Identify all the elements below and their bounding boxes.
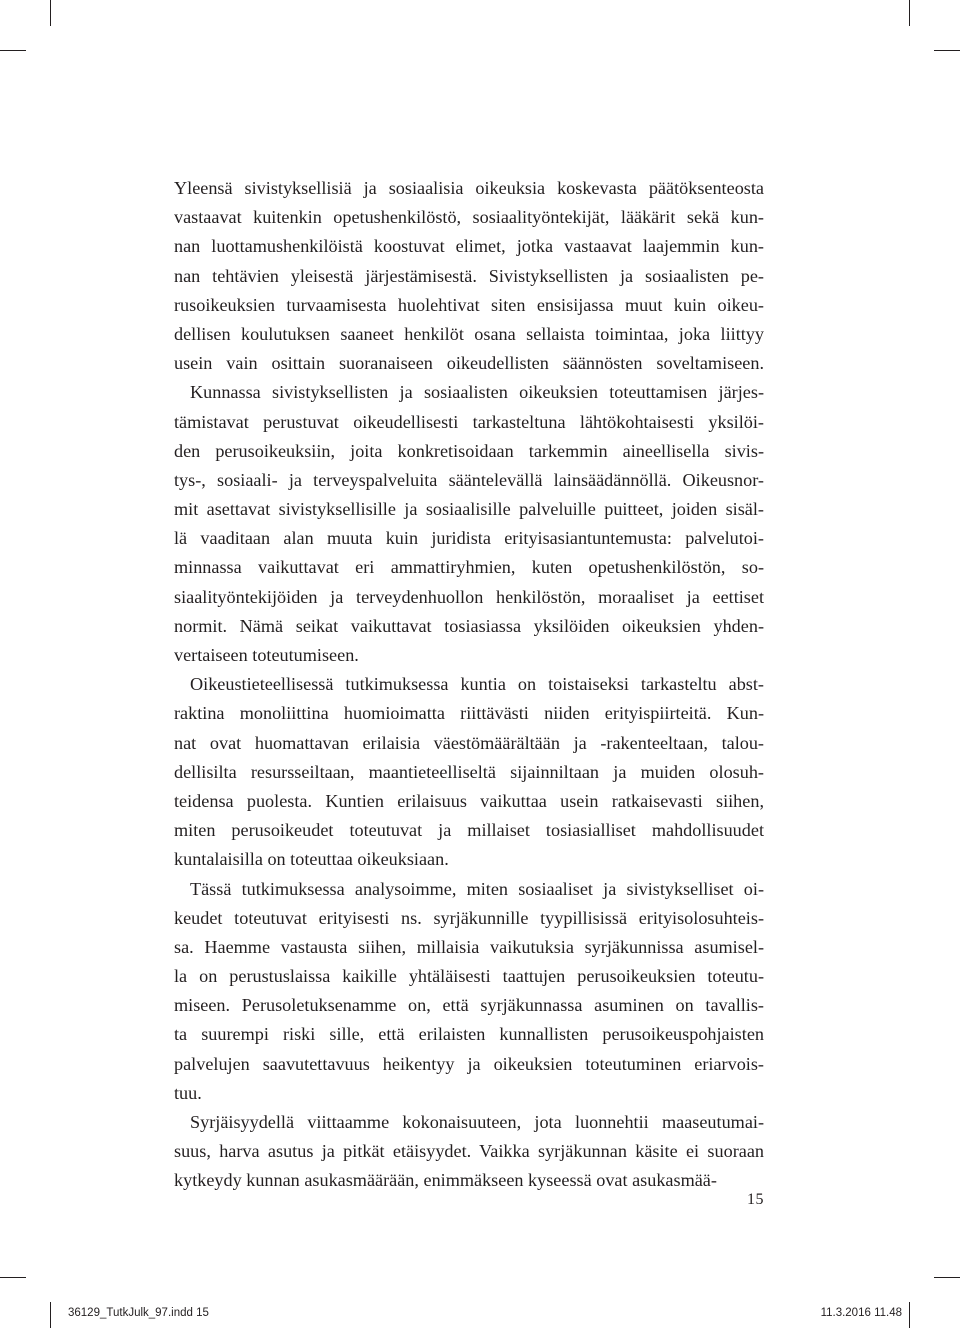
crop-mark: [934, 1277, 960, 1278]
text-line-content: tuu.: [174, 1082, 202, 1103]
text-line-content: teidensa puolesta. Kuntien erilaisuus vaikuttaa usein ratkaisevasti siihen,: [174, 790, 764, 811]
text-line-content: suus, harva asutus ja pitkät etäisyydet. Vaikka syrjäkunnan käsite ei suoraan: [174, 1141, 764, 1162]
text-line: [174, 1137, 764, 1166]
text-line-content: Tässä tutkimuksessa analysoimme, miten sosiaaliset ja sivistykselliset oi-: [190, 878, 764, 899]
text-line-content: usein vain osittain suoranaiseen oikeudellisten säännösten soveltamiseen.: [174, 353, 764, 374]
text-line: [174, 1166, 764, 1195]
text-line-content: Oikeustieteellisessä tutkimuksessa kuntia on toistaiseksi tarkasteltu abst-: [190, 674, 764, 695]
text-line-content: rusoikeuksien turvaamisesta huolehtivat siten ensisijassa muut kuin oikeu-: [174, 294, 764, 315]
slug-date: 11.3.2016 11.48: [820, 1307, 902, 1319]
text-line-content: kuntalaisilla on toteuttaa oikeuksiaan.: [174, 849, 449, 870]
crop-mark: [909, 1302, 910, 1328]
text-line-content: siaalityöntekijöiden ja terveydenhuollon henkilöstön, moraaliset ja eettiset: [174, 586, 764, 607]
text-line-content: Syrjäisyydellä viittaamme kokonaisuuteen, jota luonnehtii maaseutumai-: [190, 1112, 764, 1132]
text-line: [174, 1050, 764, 1079]
text-line: [174, 378, 764, 407]
text-line: [174, 1079, 764, 1108]
text-line-content: minnassa vaikuttavat eri ammattiryhmien, kuten opetushenkilöstön, so-: [174, 557, 764, 578]
text-line: [174, 466, 764, 495]
text-line: [174, 933, 764, 962]
text-line-content: Kunnassa sivistyksellisten ja sosiaalisten oikeuksien toteuttamisen järjes-: [190, 382, 764, 403]
text-line-content: palvelujen saavutettavuus heikentyy ja oikeuksien toteutuminen eriarvois-: [174, 1053, 764, 1074]
text-line: [174, 816, 764, 845]
crop-mark: [934, 50, 960, 51]
text-line: [174, 349, 764, 378]
text-line-content: nan luottamushenkilöistä koostuvat elimet, jotka vastaavat laajemmin kun-: [174, 236, 764, 257]
text-line: [174, 232, 764, 261]
text-line: [174, 203, 764, 232]
text-line-content: den perusoikeuksiin, joita konkretisoidaan tarkemmin aineellisella sivis-: [174, 440, 764, 461]
text-line-content: sa. Haemme vastausta siihen, millaisia vaikutuksia syrjäkunnissa asumisel-: [174, 936, 764, 957]
text-line: [174, 524, 764, 553]
text-line-content: dellisilta resursseiltaan, maantieteelliseltä sijainniltaan ja muiden olosuh-: [174, 761, 764, 782]
crop-mark: [909, 0, 910, 26]
text-line: [174, 699, 764, 728]
text-line: [174, 787, 764, 816]
text-line-content: Yleensä sivistyksellisiä ja sosiaalisia oikeuksia koskevasta päätöksenteosta: [174, 178, 764, 198]
crop-mark: [0, 50, 26, 51]
text-line: [174, 845, 764, 874]
text-line-content: miseen. Perusoletuksenamme on, että syrjäkunnassa asuminen on tavallis-: [174, 995, 764, 1016]
text-line: [174, 758, 764, 787]
text-line: [174, 991, 764, 1020]
text-line-content: la on perustuslaissa kaikille yhtäläisesti taattujen perusoikeuksien toteutu-: [174, 966, 764, 987]
text-line: [174, 612, 764, 641]
text-line: [174, 583, 764, 612]
text-line-content: ta suurempi riski sille, että erilaisten kunnallisten perusoikeuspohjaisten: [174, 1024, 764, 1045]
crop-mark: [50, 0, 51, 26]
text-line-content: raktina monoliittina huomioimatta riittävästi niiden erityispiirteitä. Kun-: [174, 703, 764, 724]
text-line: [174, 670, 764, 699]
text-line-content: mit asettavat sivistyksellisille ja sosiaalisille palveluille puitteet, joiden sisäl-: [174, 499, 764, 520]
text-line: [174, 875, 764, 904]
text-line: [174, 729, 764, 758]
text-line-content: miten perusoikeudet toteutuvat ja millaiset tosiasialliset mahdollisuudet: [174, 820, 764, 841]
text-line: [174, 641, 764, 670]
text-line-content: keudet toteutuvat erityisesti ns. syrjäkunnille tyypillisissä erityisolosuhteis-: [174, 907, 764, 928]
text-line: [174, 291, 764, 320]
text-line: [174, 553, 764, 582]
text-line: [174, 320, 764, 349]
text-line-content: tys-, sosiaali- ja terveyspalveluita sääntelevällä lainsäädännöllä. Oikeusnor-: [174, 469, 764, 490]
text-line-content: dellisen koulutuksen saaneet henkilöt osana sellaista toimintaa, joka liittyy: [174, 323, 764, 344]
text-line: [174, 262, 764, 291]
crop-mark: [0, 1277, 26, 1278]
text-line: [174, 962, 764, 991]
body-text: [174, 174, 764, 1196]
crop-mark: [50, 1302, 51, 1328]
text-line: [174, 437, 764, 466]
slug-filename: 36129_TutkJulk_97.indd 15: [68, 1307, 209, 1319]
text-line-content: nat ovat huomattavan erilaisia väestömäärältään ja -rakenteeltaan, talou-: [174, 732, 764, 753]
text-line: [174, 1020, 764, 1049]
text-line-content: tämistavat perustuvat oikeudellisesti tarkasteltuna lähtökohtaisesti yksilöi-: [174, 411, 764, 432]
text-line-content: kytkeydy kunnan asukasmäärään, enimmäkseen kyseessä ovat asukasmää-: [174, 1170, 717, 1191]
text-line-content: normit. Nämä seikat vaikuttavat tosiasiassa yksilöiden oikeuksien yhden-: [174, 615, 764, 636]
text-line-content: vastaavat kuitenkin opetushenkilöstö, sosiaalityöntekijät, lääkärit sekä kun-: [174, 207, 764, 228]
text-line: [174, 495, 764, 524]
text-line-content: vertaiseen toteutumiseen.: [174, 645, 359, 665]
text-line: [174, 174, 764, 203]
text-line-content: lä vaaditaan alan muuta kuin juridista erityisasiantuntemusta: palvelutoi-: [174, 528, 764, 549]
page-number: 15: [747, 1191, 764, 1208]
text-line-content: nan tehtävien yleisestä järjestämisestä. Sivistyksellisten ja sosiaalisten pe-: [174, 265, 764, 286]
text-line: [174, 408, 764, 437]
text-line: [174, 1108, 764, 1137]
text-line: [174, 904, 764, 933]
